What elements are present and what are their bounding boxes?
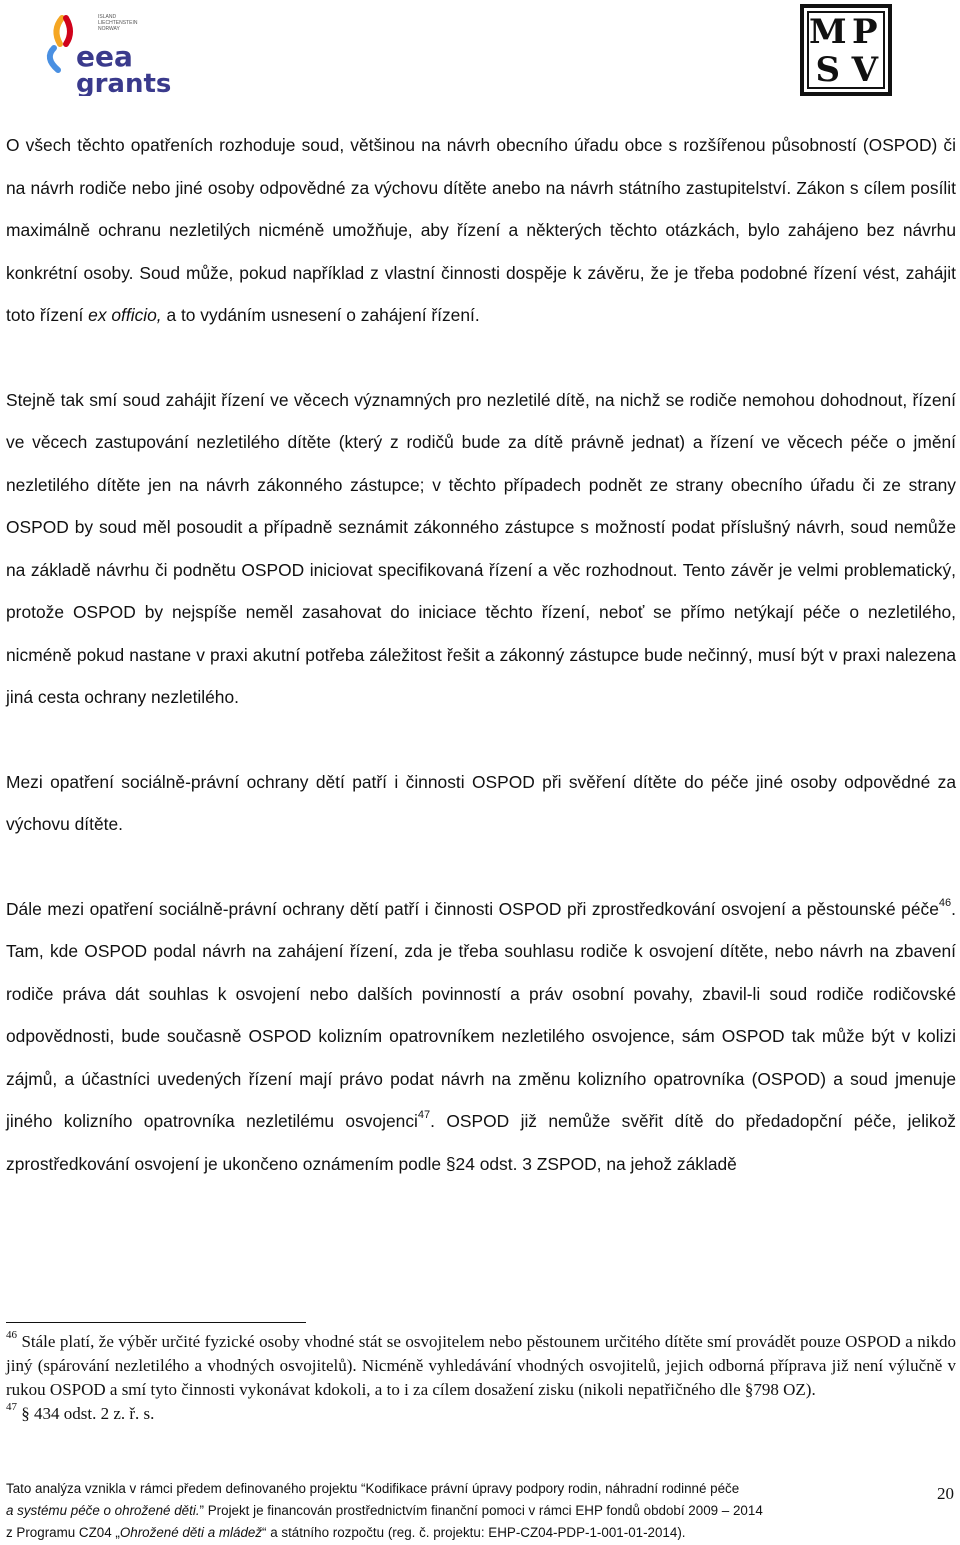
- footer-line-2-text: ” Projekt je financován prostřednictvím finanční pomoci v rámci EHP fondů období 2009 – 2014: [199, 1503, 763, 1518]
- footnote-ref-46[interactable]: 46: [938, 896, 952, 909]
- mpsv-letter-s: S: [815, 50, 841, 90]
- logo-small-text: ISLAND: [98, 14, 117, 20]
- footnotes: [6, 1330, 956, 1426]
- paragraph-4-text-end: . OSPOD již nemůže svěřit dítě do předadopční péče, jelikož zprostředkování osvojení je ukončeno oznámením podle §24 odst. 3 ZSPOD, na jehož základě: [6, 1111, 956, 1174]
- mpsv-logo: [800, 4, 892, 96]
- svg-text:LIECHTENSTEIN: LIECHTENSTEIN: [98, 20, 138, 26]
- page-footer: [6, 1478, 956, 1544]
- paragraph-3: Mezi opatření sociálně-právní ochrany dětí patří i činnosti OSPOD při svěření dítěte do péče jiné osoby odpovědné za výchovu dítěte.: [6, 771, 956, 834]
- footnote-text: § 434 odst. 2 z. ř. s.: [17, 1404, 155, 1423]
- paragraph-4-text: Dále mezi opatření sociálně-právní ochrany dětí patří i činnosti OSPOD při zprostředkování osvojení a pěstounské péče: [6, 898, 939, 919]
- paragraph-1: [6, 124, 956, 337]
- footer-line-3: [6, 1522, 956, 1544]
- footer-line-3-text: “ a státního rozpočtu (reg. č. projektu: EHP-CZ04-PDP-1-001-01-2014).: [262, 1525, 686, 1540]
- eea-grants-logo: [14, 4, 174, 96]
- footer-line-3-start: z Programu CZ04 „: [6, 1525, 120, 1540]
- paragraph-4-text-middle: . Tam, kde OSPOD podal návrh na zahájení řízení, zda je třeba souhlasu rodiče k osvojení dítěte, nebo návrh na zbavení rodiče práva dát souhlas k osvojení nebo dalších povinností a práv osobní povahy, zbavil-li soud rodiče rodičovské odpovědnosti, bude současně OSPOD kolizním opatrovníkem nezletilého osvojence, sám OSPOD tak může být v kolizi zájmů, a účastníci uvedených řízení mají právo podat návrh na změnu kolizního opatrovníka (OSPOD) a soud jmenuje jiného kolizního opatrovníka nezletilému osvojenci: [6, 898, 956, 1131]
- paragraph-4: [6, 888, 956, 1186]
- footnote-separator: [6, 1322, 306, 1323]
- footnote-46: [6, 1330, 956, 1402]
- logo-eea-text: eea: [76, 40, 133, 73]
- logo-grants-text: grants: [76, 69, 172, 96]
- paragraph-1-italic: ex officio,: [88, 305, 162, 325]
- mpsv-letter-p: P: [852, 12, 878, 52]
- svg-text:NORWAY: NORWAY: [98, 26, 120, 32]
- footer-italic-title: a systému péče o ohrožené děti.: [6, 1503, 200, 1518]
- footnote-ref-47[interactable]: 47: [417, 1109, 431, 1122]
- document-body: [6, 124, 956, 1185]
- footer-program-name: Ohrožené děti a mládež: [119, 1525, 263, 1540]
- eea-grants-logo-graphic: [14, 4, 174, 96]
- footnote-text: Stále platí, že výběr určité fyzické osoby vhodné stát se osvojitelem nebo pěstounem určitého dítěte smí provádět pouze OSPOD a nikdo jiný (spárování nezletilého a vhodných osvojitelů). Nicméně vyhledávání vhodných osvojitelů, jejich odborná příprava již není výlučně v rukou OSPOD a smí tyto činnosti vykonávat kdokoli, a to i za cílem dosažení zisku (nikoli nepatřičného dle §798 OZ).: [6, 1332, 956, 1399]
- paragraph-1-text-end: a to vydáním usnesení o zahájení řízení.: [161, 305, 480, 325]
- footnote-number: 47: [6, 1401, 17, 1414]
- mpsv-letter-v: V: [851, 50, 879, 90]
- footnote-number: 46: [6, 1329, 17, 1342]
- mpsv-letter-m: M: [809, 12, 847, 52]
- page-number: 20: [937, 1484, 954, 1503]
- paragraph-2: Stejně tak smí soud zahájit řízení ve věcech významných pro nezletilé dítě, na nichž se rodiče nemohou dohodnout, řízení ve věcech zastupování nezletilého dítěte (který z rodičů bude za dítě právně jednat) a řízení ve věcech péče o jmění nezletilého dítěte jen na návrh zákonného zástupce; v těchto případech podnět ze strany obecního úřadu či ze strany OSPOD by soud měl posoudit a případně seznámit zákonného zástupce s možností podat příslušný návrh, soud nemůže na základě návrhu či podnětu OSPOD iniciovat specifikovaná řízení a věc rozhodnout. Tento závěr je velmi problematický, protože OSPOD by nejspíše neměl zasahovat do iniciace těchto řízení, neboť se přímo netýkají péče o nezletilého, nicméně pokud nastane v praxi akutní potřeba záležitost řešit a zákonný zástupce bude nečinný, musí být v praxi nalezena jiná cesta ochrany nezletilého.: [6, 389, 956, 707]
- footnote-47: [6, 1402, 956, 1426]
- footer-line-2: [6, 1500, 956, 1522]
- footer-line-1: Tato analýza vznikla v rámci předem definovaného projektu “Kodifikace právní úpravy podpory rodin, náhradní rodinné péče: [6, 1481, 740, 1496]
- paragraph-1-text: O všech těchto opatřeních rozhoduje soud, většinou na návrh obecního úřadu obce s rozšířenou působností (OSPOD) či na návrh rodiče nebo jiné osoby odpovědné za výchovu dítěte anebo na návrh státního zastupitelství. Zákon s cílem posílit maximálně ochranu nezletilých nicméně umožňuje, aby řízení a některých těchto otázkách, bylo zahájeno bez návrhu konkrétní osoby. Soud může, pokud například z vlastní činnosti dospěje k závěru, že je třeba podobné řízení vést, zahájit toto řízení: [6, 135, 956, 325]
